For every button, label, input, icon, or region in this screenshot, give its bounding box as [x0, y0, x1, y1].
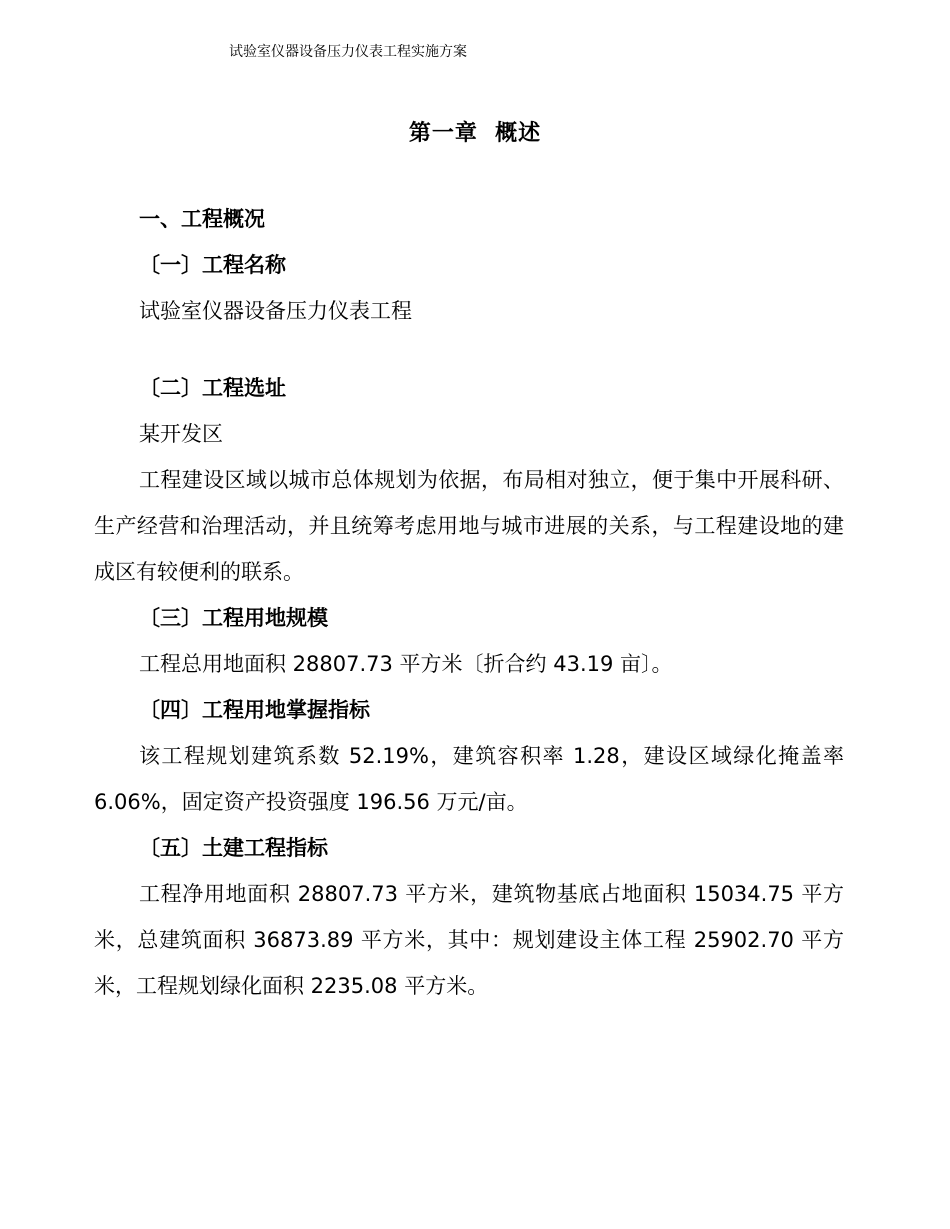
location-description-paragraph: 工程建设区域以城市总体规划为依据，布局相对独立，便于集中开展科研、生产经营和治理活动，并且统筹考虑用地与城市进展的关系，与工程建设地的建成区有较便利的联系。 — [94, 468, 844, 584]
land-control-paragraph: 该工程规划建筑系数 52.19%，建筑容积率 1.28，建设区域绿化掩盖率6.06%，固定资产投资强度 196.56 万元/亩。 — [94, 744, 844, 814]
project-name-paragraph: 试验室仪器设备压力仪表工程 — [139, 299, 412, 323]
subsection-heading-name: 〔一〕工程名称 — [139, 253, 286, 277]
running-header: 试验室仪器设备压力仪表工程实施方案 — [229, 44, 467, 60]
chapter-title: 第一章 概述 — [408, 121, 542, 146]
spacer — [94, 334, 844, 365]
location-paragraph: 某开发区 — [139, 422, 223, 446]
section-heading: 一、工程概况 — [139, 207, 265, 231]
document-body — [94, 196, 844, 1009]
civil-works-paragraph: 工程净用地面积 28807.73 平方米，建筑物基底占地面积 15034.75 平方米，总建筑面积 36873.89 平方米，其中：规划建设主体工程 25902.70 平方米，工程规划绿化面积 2235.08 平方米。 — [94, 882, 844, 998]
subsection-heading-land-scale: 〔三〕工程用地规模 — [139, 606, 328, 630]
land-scale-paragraph: 工程总用地面积 28807.73 平方米〔折合约 43.19 亩〕。 — [139, 652, 673, 676]
subsection-heading-land-control: 〔四〕工程用地掌握指标 — [139, 698, 370, 722]
subsection-heading-civil-works: 〔五〕土建工程指标 — [139, 836, 328, 860]
subsection-heading-location: 〔二〕工程选址 — [139, 376, 286, 400]
